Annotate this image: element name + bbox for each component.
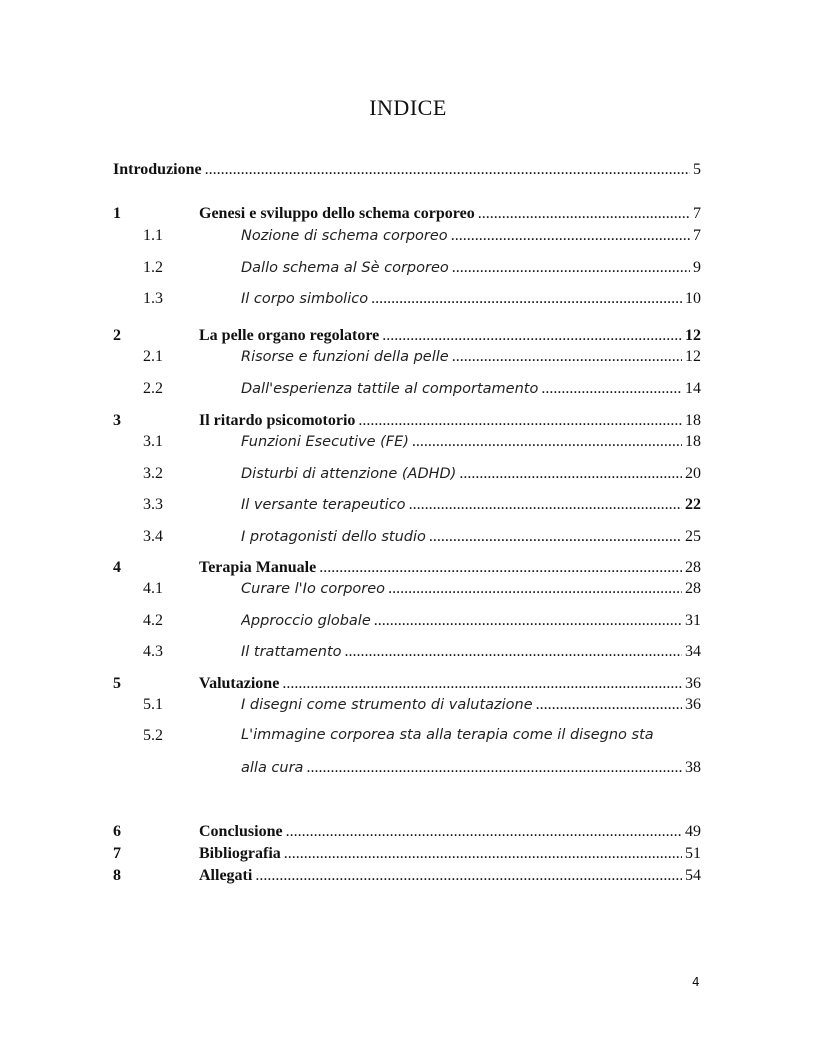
toc-label-continued: alla cura (241, 760, 304, 776)
toc-number: 5.1 (143, 696, 163, 713)
toc-section-continuation[interactable] (0, 759, 816, 781)
toc-label: La pelle organo regolatore (199, 327, 380, 344)
toc-number: 7 (113, 845, 121, 862)
leader-dots (478, 205, 690, 223)
toc-number: 5 (113, 675, 121, 692)
toc-section[interactable] (0, 290, 816, 312)
toc-chapter[interactable] (0, 205, 816, 227)
toc-section[interactable] (0, 528, 816, 550)
toc-page: 14 (685, 380, 701, 397)
toc-label: Il corpo simbolico (241, 291, 369, 307)
toc-label: Allegati (199, 867, 253, 884)
leader-dots (371, 290, 682, 308)
toc-page: 7 (693, 227, 701, 244)
leader-dots (205, 161, 690, 179)
toc-label: Approccio globale (241, 613, 371, 629)
toc-number: 5.2 (143, 727, 163, 744)
toc-number: 1.2 (143, 259, 163, 276)
toc-number: 6 (113, 823, 121, 840)
toc-chapter[interactable] (0, 845, 816, 867)
toc-number: 2 (113, 327, 121, 344)
leader-dots (541, 380, 682, 398)
toc-number: 4.1 (143, 580, 163, 597)
toc-label: Il trattamento (241, 644, 342, 660)
toc-page: 9 (693, 259, 701, 276)
toc-label: L'immagine corporea sta alla terapia come il disegno sta (241, 727, 654, 743)
toc-page: 7 (693, 205, 701, 222)
toc-number: 3.3 (143, 496, 163, 513)
toc-section[interactable] (0, 227, 816, 249)
page-number: 4 (692, 975, 700, 989)
leader-dots (306, 759, 682, 777)
toc-page: 31 (685, 612, 701, 629)
toc-label: Introduzione (113, 161, 202, 178)
toc-label: Dall'esperienza tattile al comportamento (241, 381, 539, 397)
toc-page: 36 (685, 696, 701, 713)
toc-number: 1.1 (143, 227, 163, 244)
toc-label: Risorse e funzioni della pelle (241, 349, 449, 365)
leader-dots (452, 259, 690, 277)
toc-page: 5 (693, 161, 701, 178)
leader-dots (319, 559, 682, 577)
toc-page: 34 (685, 643, 701, 660)
toc-label: Bibliografia (199, 845, 281, 862)
toc-number: 4.2 (143, 612, 163, 629)
toc-section[interactable] (0, 380, 816, 402)
toc-label: Curare l'Io corporeo (241, 581, 386, 597)
toc-page: 51 (685, 845, 701, 862)
leader-dots (451, 227, 690, 245)
toc-label: I disegni come strumento di valutazione (241, 697, 533, 713)
toc-label: Terapia Manuale (199, 559, 317, 576)
toc-page: 28 (685, 559, 701, 576)
toc-number: 3.4 (143, 528, 163, 545)
leader-dots (358, 412, 682, 430)
leader-dots (255, 867, 682, 885)
leader-dots (286, 823, 682, 841)
toc-label: Conclusione (199, 823, 283, 840)
toc-page: 49 (685, 823, 701, 840)
leader-dots (459, 465, 682, 483)
leader-dots (388, 580, 682, 598)
toc-label: Il ritardo psicomotorio (199, 412, 356, 429)
toc-label: I protagonisti dello studio (241, 529, 426, 545)
toc-section[interactable] (0, 696, 816, 718)
toc-section[interactable] (0, 496, 816, 518)
leader-dots (374, 612, 682, 630)
toc-label: Valutazione (199, 675, 280, 692)
leader-dots (412, 433, 682, 451)
page-title: INDICE (369, 95, 447, 120)
leader-dots (452, 348, 682, 366)
toc-chapter[interactable] (0, 559, 816, 581)
leader-dots (429, 528, 682, 546)
leader-dots (345, 643, 683, 661)
toc-intro[interactable] (0, 161, 816, 183)
toc-label: Il versante terapeutico (241, 497, 406, 513)
toc-number: 3 (113, 412, 121, 429)
leader-dots (282, 675, 682, 693)
toc-label: Funzioni Esecutive (FE) (241, 434, 409, 450)
toc-page: 18 (685, 412, 701, 429)
toc-page: 36 (685, 675, 701, 692)
toc-number: 3.2 (143, 465, 163, 482)
leader-dots (382, 327, 682, 345)
toc-label: Dallo schema al Sè corporeo (241, 260, 449, 276)
toc-section[interactable] (0, 643, 816, 665)
leader-dots (536, 696, 682, 714)
toc-page: 28 (685, 580, 701, 597)
toc-chapter[interactable] (0, 327, 816, 349)
toc-chapter[interactable] (0, 823, 816, 845)
toc-number: 1.3 (143, 290, 163, 307)
toc-section[interactable] (0, 348, 816, 370)
toc-section[interactable] (0, 433, 816, 455)
leader-dots (409, 496, 682, 514)
toc-section[interactable] (0, 727, 816, 749)
toc-page: 54 (685, 867, 701, 884)
toc-number: 8 (113, 867, 121, 884)
toc-number: 2.1 (143, 348, 163, 365)
toc-section[interactable] (0, 465, 816, 487)
toc-label: Genesi e sviluppo dello schema corporeo (199, 205, 475, 222)
toc-page: 38 (685, 759, 701, 776)
toc-page: 12 (685, 348, 701, 365)
toc-label: Nozione di schema corporeo (241, 228, 448, 244)
toc-chapter[interactable] (0, 675, 816, 697)
toc-page: 12 (685, 327, 701, 344)
toc-number: 4 (113, 559, 121, 576)
toc-number: 2.2 (143, 380, 163, 397)
toc-label: Disturbi di attenzione (ADHD) (241, 466, 457, 482)
toc-section[interactable] (0, 580, 816, 602)
toc-chapter[interactable] (0, 867, 816, 889)
toc-page: 10 (685, 290, 701, 307)
leader-dots (284, 845, 682, 863)
toc-page: 25 (685, 528, 701, 545)
toc-number: 4.3 (143, 643, 163, 660)
toc-page: 22 (685, 496, 701, 513)
toc-page: 20 (685, 465, 701, 482)
toc-number: 3.1 (143, 433, 163, 450)
toc-page: 18 (685, 433, 701, 450)
toc-section[interactable] (0, 259, 816, 281)
toc-chapter[interactable] (0, 412, 816, 434)
toc-section[interactable] (0, 612, 816, 634)
toc-number: 1 (113, 205, 121, 222)
